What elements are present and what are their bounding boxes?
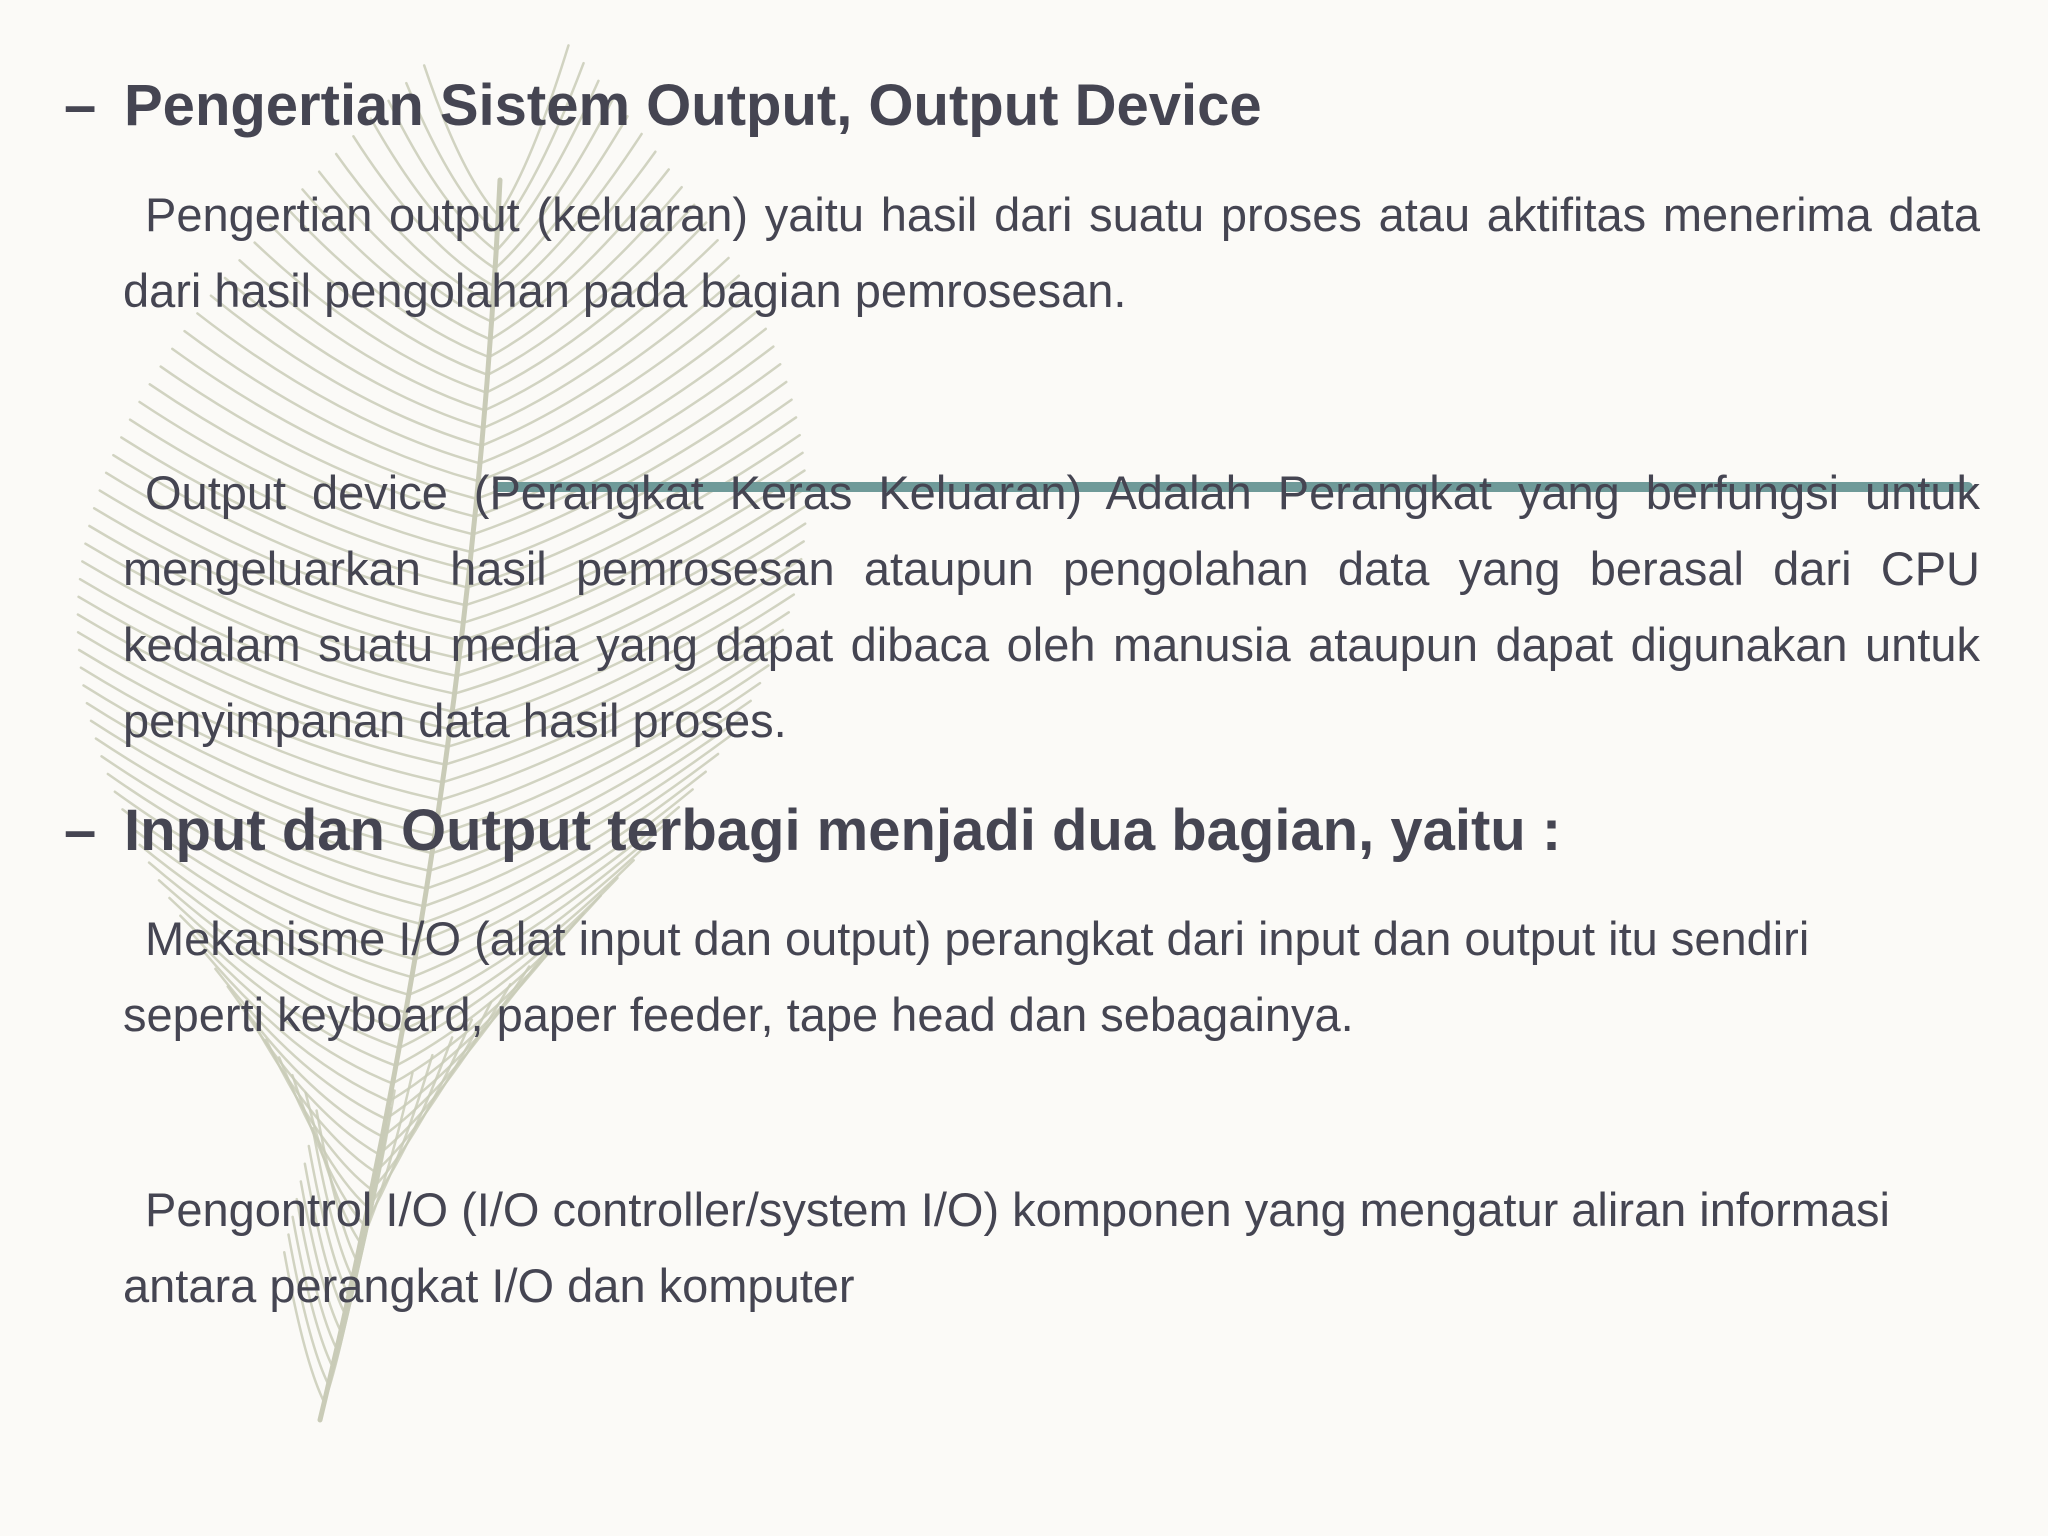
paragraph-output-definition xyxy=(123,177,1980,329)
paragraph-output-definition-text: Pengertian output (keluaran) yaitu hasil dari suatu proses atau aktifitas menerima data dari hasil pengolahan pada bagian pemrosesan. xyxy=(123,188,1980,317)
section-2-heading: Input dan Output terbagi menjadi dua bagian, yaitu : xyxy=(124,798,1562,863)
section-1-heading: Pengertian Sistem Output, Output Device xyxy=(124,73,1262,138)
section-1-heading-row xyxy=(64,72,1262,139)
paragraph-io-controller xyxy=(123,1172,1943,1324)
paragraph-io-mechanism-text: Mekanisme I/O (alat input dan output) perangkat dari input dan output itu sendiri seperti keyboard, paper feeder, tape head dan sebagainya. xyxy=(123,912,1810,1041)
paragraph-io-mechanism xyxy=(123,901,1943,1053)
paragraph-output-device-text: Output device (Perangkat Keras Keluaran) Adalah Perangkat yang berfungsi untuk mengeluarkan hasil pemrosesan ataupun pengolahan data yang berasal dari CPU kedalam suatu media yang dapat dibaca oleh manusia ataupun dapat digunakan untuk penyimpanan data hasil proses. xyxy=(123,466,1980,747)
paragraph-output-device xyxy=(123,455,1980,759)
section-2-heading-row xyxy=(64,797,1561,864)
dash-bullet-1: – xyxy=(64,73,97,138)
dash-bullet-2: – xyxy=(64,798,97,863)
paragraph-io-controller-text: Pengontrol I/O (I/O controller/system I/O) komponen yang mengatur aliran informasi antara perangkat I/O dan komputer xyxy=(123,1183,1890,1312)
